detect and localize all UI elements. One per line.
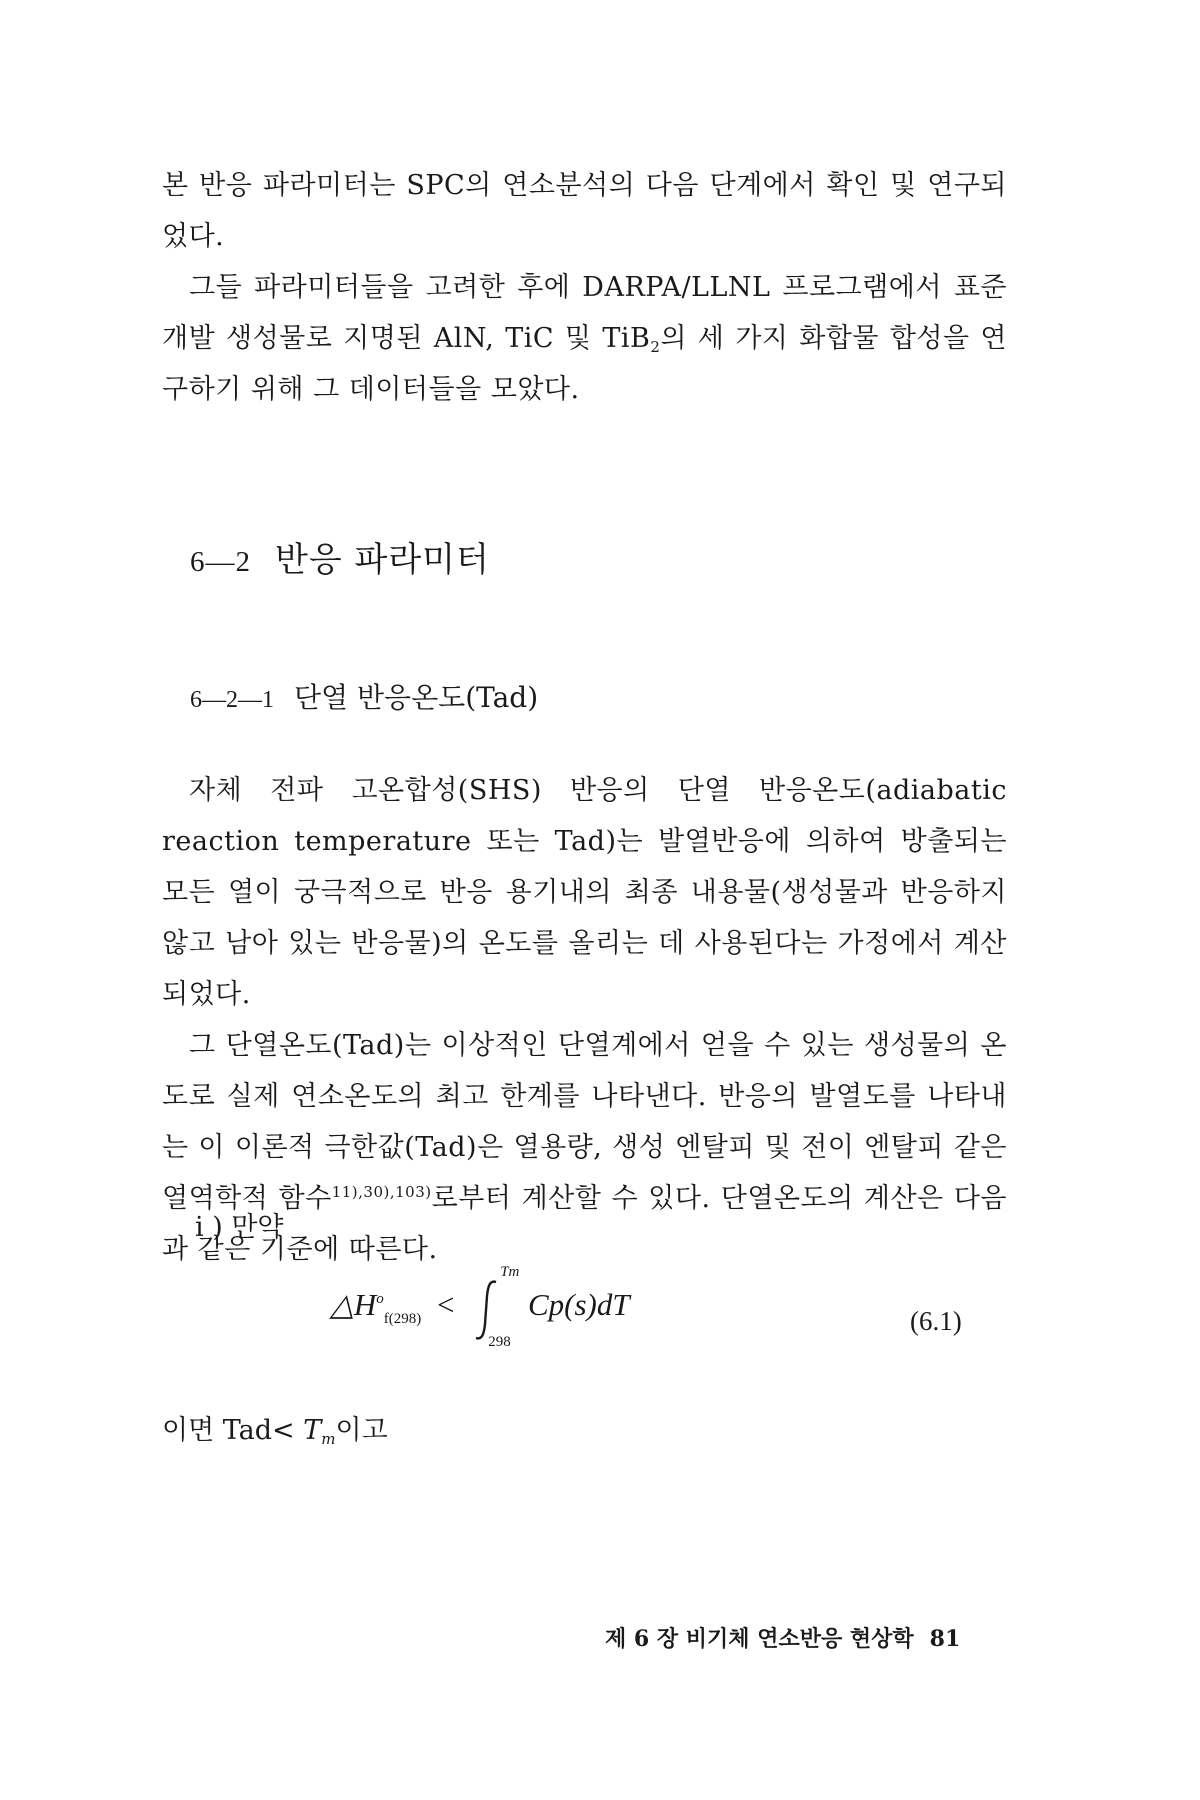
- less-than-operator: <: [436, 1287, 455, 1323]
- intro-p2-text-b: 의 세 가지 화합물 합성을 연구하기 위해 그 데이터들을 모았다.: [162, 323, 1007, 405]
- tm-subscript: m: [321, 1430, 336, 1448]
- equation-number: (6.1): [910, 1306, 962, 1336]
- body-text: [162, 765, 1007, 1275]
- standard-state-superscript: o: [376, 1291, 384, 1308]
- condition-label: i ) 만약: [195, 1212, 284, 1243]
- after-eq-suffix: 이고: [335, 1415, 388, 1446]
- intro-paragraph-1: 본 반응 파라미터는 SPC의 연소분석의 다음 단계에서 확인 및 연구되었다.: [162, 170, 1007, 252]
- section-heading: [190, 532, 490, 581]
- after-eq-prefix: 이면 Tad<: [162, 1415, 304, 1446]
- page-footer: [605, 1622, 960, 1653]
- delta-h-symbol: △H: [330, 1287, 377, 1323]
- subsection-number: 6—2—1: [190, 687, 274, 713]
- intro-p2-text-a: 그들 파라미터들을 고려한 후에 DARPA/LLNL 프로그램에서 표준개발 생성물로 지명된 AlN, TiC 및 TiB: [162, 272, 1007, 354]
- after-equation-text: [162, 1408, 388, 1448]
- intro-paragraph-2: [162, 262, 1007, 415]
- section-number: 6—2: [190, 546, 251, 578]
- body-paragraph-2: [162, 1020, 1007, 1275]
- chapter-running-title: 제 6 장 비기체 연소반응 현상학: [605, 1626, 914, 1652]
- tm-variable: T: [303, 1415, 322, 1446]
- body-p2-text-b: 로부터 계산할 수 있다. 단열온도의 계산은 다음과 같은 기준에 따른다.: [162, 1183, 1007, 1265]
- citation-superscript: 11),30),103): [331, 1183, 432, 1201]
- section-title: 반응 파라미터: [275, 540, 490, 580]
- subsection-title: 단열 반응온도(Tad): [294, 681, 539, 714]
- body-paragraph-1: 자체 전파 고온합성(SHS) 반응의 단열 반응온도(adiabatic reaction temperature 또는 Tad)는 발열반응에 의하여 방출되는 모든 열이 궁극적으로 반응 용기내의 최종 내용물(생성물과 반응하지 않고 남아 있는 반응물)의 온도를 올리는 데 사용된다는 가정에서 계산되었다.: [162, 775, 1007, 1010]
- equation-6-1: [330, 1264, 630, 1350]
- tib2-subscript: 2: [650, 338, 661, 356]
- integral-sign: [470, 1264, 520, 1350]
- intro-text: [162, 160, 1007, 415]
- lower-limit: 298: [488, 1334, 511, 1350]
- body-p2-text-a: 그 단열온도(Tad)는 이상적인 단열계에서 얻을 수 있는 생성물의 온도로 실제 연소온도의 최고 한계를 나타낸다. 반응의 발열도를 나타내는 이 이론적 극한값(Tad)은 열용량, 생성 엔탈피 및 전이 엔탈피 같은 열역학적 함수: [162, 1030, 1007, 1214]
- integral-glyph: [470, 1278, 504, 1342]
- formation-subscript: f(298): [383, 1311, 422, 1328]
- integrand: Cp(s)dT: [527, 1287, 630, 1323]
- page-number: 81: [929, 1626, 961, 1652]
- upper-limit: Tm: [500, 1264, 520, 1280]
- subsection-heading: [190, 676, 538, 716]
